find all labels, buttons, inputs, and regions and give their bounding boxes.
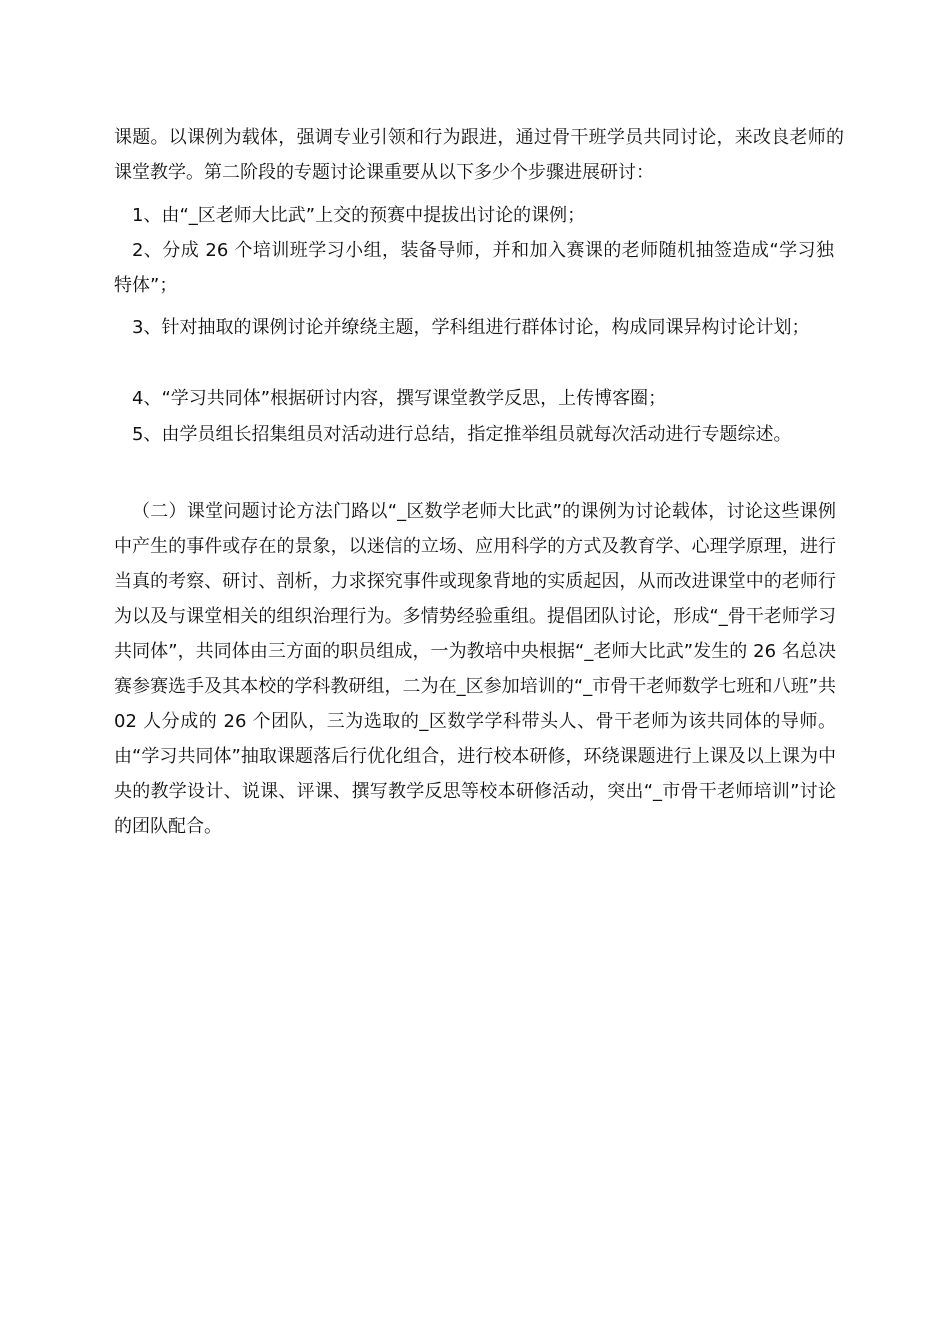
step-3: 3、针对抽取的课例讨论并缭绕主题，学科组进行群体讨论，构成同课异构讨论计划； — [132, 317, 810, 338]
step-1: 1、由“_区老师大比武”上交的预赛中提拔出讨论的课例； — [132, 205, 586, 226]
step-5: 5、由学员组长招集组员对活动进行总结，指定推举组员就每次活动进行专题综述。 — [132, 424, 792, 445]
step-4: 4、“学习共同体”根据研讨内容，撰写课堂教学反思，上传博客圈； — [132, 388, 667, 409]
section-2-paragraph: （二）课堂问题讨论方法门路以“_区数学老师大比武”的课例为讨论载体，讨论这些课例中产生的事件或存在的景象，以迷信的立场、应用科学的方式及教育学、心理学原理，进行当真的考察、研讨、剖析，力求探究事件或现象背地的实质起因，从而改进课堂中的老师行为以及与课堂相关的组织治理行为。多情势经验重组。提倡团队讨论，形成“_骨干老师学习共同体”，共同体由三方面的职员组成，一为教培中央根据“_老师大比武”发生的 26 名总决赛参赛选手及其本校的学科教研组，二为在_区参加培训的“_市骨干老师数学七班和八班”共 02 人分成的 26 个团队，三为选取的_区数学学科带头人、骨干老师为该共同体的导师。由“学习共同体”抽取课题落后行优化组合，进行校本研修，环绕课题进行上课及以上课为中央的教学设计、说课、评课、撰写教学反思等校本研修活动，突出“_市骨干老师培训”讨论的团队配合。 — [114, 501, 836, 837]
intro-paragraph: 课题。以课例为载体，强调专业引领和行为跟进，通过骨干班学员共同讨论，来改良老师的课堂教学。第二阶段的专题讨论课重要从以下多少个步骤进展研讨： — [114, 127, 844, 183]
step-2: 2、分成 26 个培训班学习小组，装备导师，并和加入赛课的老师随机抽签造成“学习独特体”； — [114, 240, 834, 296]
